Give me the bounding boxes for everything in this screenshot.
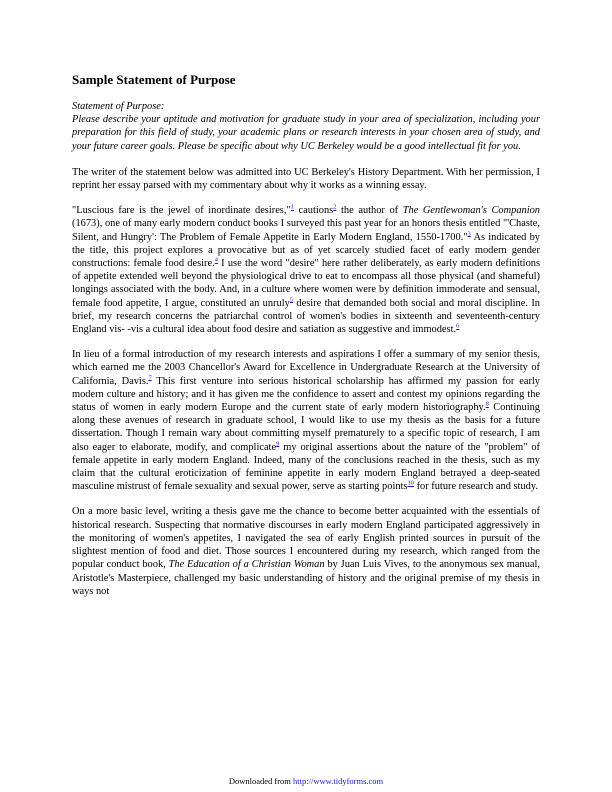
p2-text-a: In lieu of a formal introduction of my research interests and aspirations I offer a summary of my senior thesis, which earned me the 2003 Chancellor's Award for Excellence in Undergraduate Research at the University of California, Davis.: [72, 349, 540, 387]
footnote-link-4[interactable]: 4: [214, 256, 218, 264]
footnote-link-6[interactable]: 6: [456, 322, 460, 330]
p1-text-g: desire that demanded both social and moral discipline. In brief, my research concerns the patriarchal control of women's bodies in sixteenth and seventeenth-century England vis- -vis a cultural idea about food desire and satiation as suggestive and immodest.: [72, 297, 540, 336]
footnote-link-5[interactable]: 5: [289, 296, 294, 304]
p3-text-b: by Juan Luis Vives, to the anonymous sex manual, Aristotle's Masterpiece, challenged my basic understanding of history and the original premise of my thesis in ways not: [72, 559, 540, 597]
footnote-link-9[interactable]: 9: [276, 440, 280, 448]
footnote-link-10[interactable]: 10: [407, 479, 414, 487]
page-title: Sample Statement of Purpose: [72, 72, 236, 87]
p1-text-d: (1673), one of many early modern conduct books I surveyed this past year for an honors thesis entitled "'Chaste, Silent, and Hungry': The Problem of Female Appetite in Early Modern England, 1550-1700.": [72, 218, 540, 243]
page-footer: [0, 776, 612, 786]
footer-url-link[interactable]: http://www.tidyforms.com: [293, 776, 384, 786]
prompt-block: [72, 100, 540, 153]
book-title-education: The Education of a Christian Woman: [168, 559, 325, 571]
footer-prefix: Downloaded from: [228, 776, 294, 786]
footnote-link-2[interactable]: 2: [333, 203, 337, 211]
essay-paragraph-2: [72, 348, 540, 493]
intro-paragraph: The writer of the statement below was admitted into UC Berkeley's History Department. With her permission, I reprint her essay parsed with my commentary about why it works as a winning essay.: [72, 166, 540, 192]
prompt-text: Please describe your aptitude and motivation for graduate study in your area of specialization, including your preparation for this field of study, your academic plans or research interests in your chosen area of study, and your future career goals. Please be specific about why UC Berkeley would be a good intellectual fit for you.: [72, 114, 540, 152]
p1-text-c: the author of: [336, 205, 403, 217]
document-page: [72, 72, 540, 610]
footnote-link-7[interactable]: 7: [148, 374, 152, 382]
essay-paragraph-3: [72, 505, 540, 597]
prompt-label: Statement of Purpose:: [72, 101, 165, 112]
p2-text-d: my original assertions about the nature of the "problem" of female appetite in early modern England. Indeed, many of the conclusions reached in the thesis, such as my claim that the cultural eroticization of feminine appetite in early modern England betrayed a deep-seated masculine mistrust of female sexuality and sexual power, serve as starting points: [72, 441, 540, 493]
essay-paragraph-1: [72, 204, 540, 336]
p1-text-b: cautions: [293, 205, 334, 217]
footnote-link-8[interactable]: 8: [485, 400, 489, 408]
footnote-link-1[interactable]: 1: [290, 203, 294, 211]
footnote-link-3[interactable]: 3: [467, 230, 471, 238]
p1-text-e: As indicated by the title, this project explores a provocative but as of yet scarcely studied facet of early modern gender constructions: female food desire.: [72, 231, 540, 270]
p1-text-f: I use the word "desire" here rather deliberately, as early modern definitions of appetite extended well beyond the physiological drive to eat to encompass all those physical (and shameful) longings associated with the body. And, in a culture where women were by definition immoderate and sensual, female food appetite, I argue, constituted an unruly: [72, 258, 541, 309]
p2-text-e: for future research and study.: [413, 481, 538, 493]
p2-text-c: Continuing along these avenues of research in graduate school, I would like to use my thesis as the basis for a future dissertation. Though I remain wary about committing myself prematurely to a specific topic of research, I am also eager to elaborate, modify, and complicate: [72, 402, 540, 453]
p1-text-a: "Luscious fare is the jewel of inordinate desires,": [72, 205, 291, 217]
book-title-gentlewoman: The Gentlewoman's Companion: [402, 205, 540, 217]
p3-text-a: On a more basic level, writing a thesis gave me the chance to become better acquainted with the essentials of historical research. Suspecting that normative discourses in early modern England participated aggressively in the monitoring of women's appetites, I navigated the sea of early English printed sources in pursuit of the slightest mention of food and diet. Those sources I encountered during my research, which ranged from the popular conduct book,: [72, 506, 540, 571]
p2-text-b: This first venture into serious historical scholarship has affirmed my passion for early modern culture and history; and it has given me the confidence to assert and contest my opinions regarding the status of women in early modern Europe and the current state of early modern historiography.: [72, 375, 540, 414]
